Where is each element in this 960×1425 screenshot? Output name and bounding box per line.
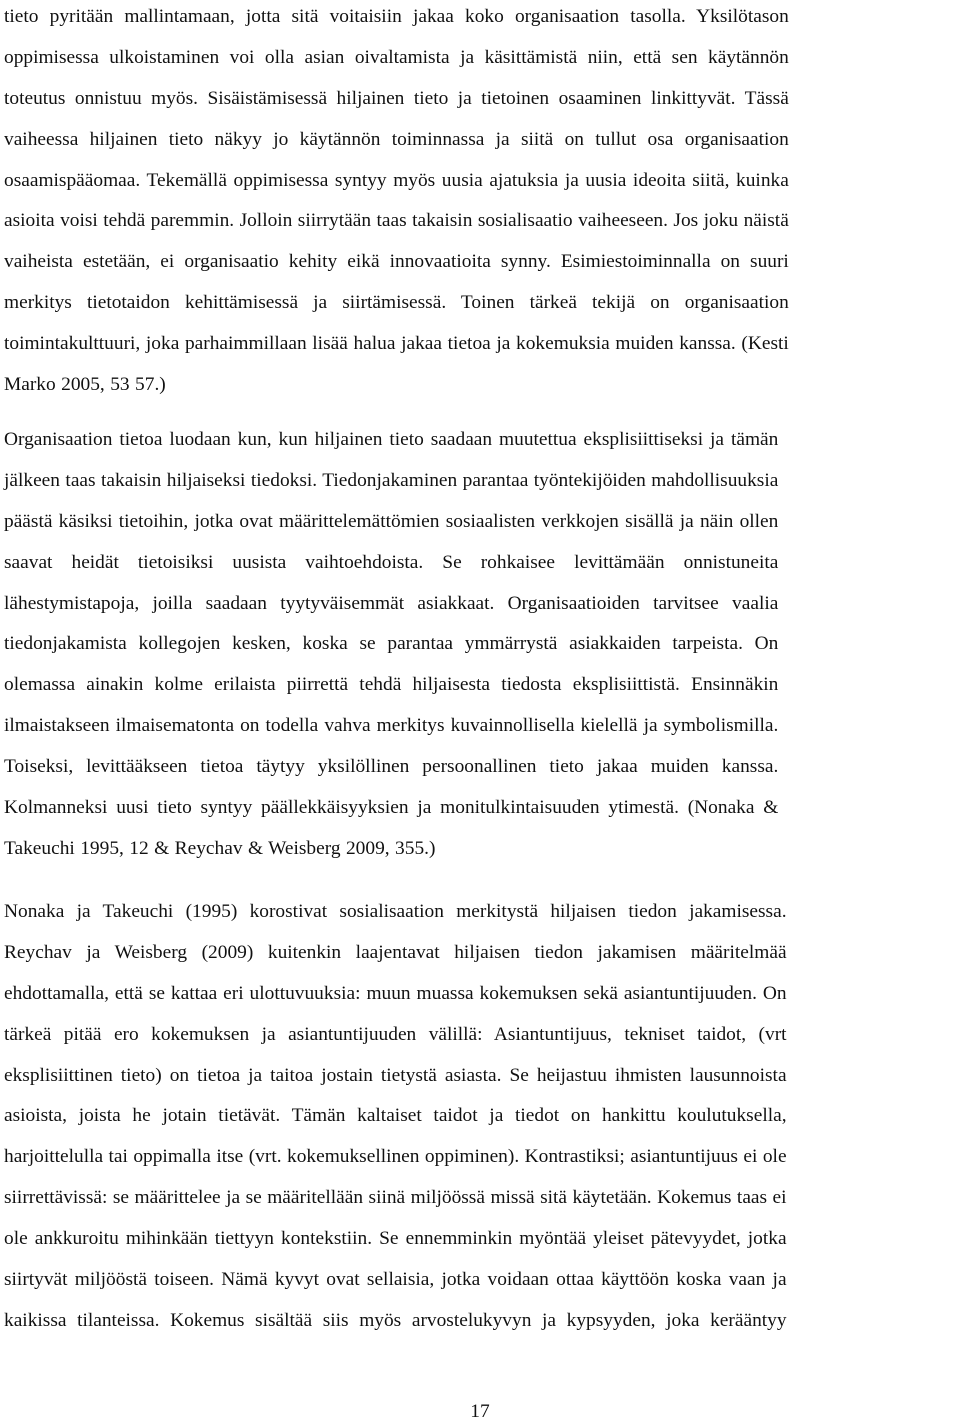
text-line: Reychav ja Weisberg (2009) kuitenkin laajentavat hiljaisen tiedon jakamisen määritelmää [4,941,787,963]
text-line: Marko 2005, 53 57.) [4,374,166,396]
text-line: tieto pyritään mallintamaan, jotta sitä voitaisiin jakaa koko organisaation tasolla. Yksilötason [4,6,789,27]
text-line: eksplisiittinen tieto) on tietoa ja taitoa jostain tietystä asiasta. Se heijastuu ihmisten lausunnoista [4,1064,787,1086]
text-line: ole ankkuroitu mihinkään tiettyyn kontekstiin. Se ennemminkin myöntää yleiset pätevyydet, jotka [4,1228,787,1250]
text-line: ilmaistakseen ilmaisematonta on todella vahva merkitys kuvainnollisella kielellä ja symbolismilla. [4,715,779,737]
paragraph-3 [4,892,787,1342]
text-line: ehdottamalla, että se kattaa eri ulottuvuuksia: muun muassa kokemuksen sekä asiantuntijuuden. On [4,982,787,1004]
text-line: olemassa ainakin kolme erilaista piirrettä tehdä hiljaisesta tiedosta eksplisiittistä. Ensinnäkin [4,674,779,696]
text-line: vaiheista estetään, ei organisaatio kehity eikä innovaatioita synny. Esimiestoiminnalla on suuri [4,251,789,273]
text-line: harjoittelulla tai oppimalla itse (vrt. kokemuksellinen oppiminen). Kontrastiksi; asiantuntijuus ei ole [4,1146,787,1168]
text-line: merkitys tietotaidon kehittämisessä ja siirtämisessä. Toinen tärkeä tekijä on organisaation [4,292,789,314]
text-line: siirrettävissä: se määrittelee ja se määritellään siinä miljöössä missä sitä käytetään. Kokemus taas ei [4,1187,787,1209]
paragraph-2 [4,420,778,870]
page-number: 17 [470,1401,490,1422]
text-line: asioita voisi tehdä paremmin. Jolloin siirrytään taas takaisin sosialisaatio vaiheeseen. Jos joku näistä [4,210,789,232]
text-line: kaikissa tilanteissa. Kokemus sisältää siis myös arvostelukyvyn ja kypsyyden, joka kerääntyy [4,1309,787,1331]
text-line: Takeuchi 1995, 12 & Reychav & Weisberg 2009, 355.) [4,837,436,859]
paragraph-1 [4,0,789,406]
text-line: päästä käsiksi tietoihin, jotka ovat määrittelemättömien sosiaalisten verkkojen sisällä ja näin ollen [4,510,779,532]
text-line: Nonaka ja Takeuchi (1995) korostivat sosialisaation merkitystä hiljaisen tiedon jakamisessa. [4,901,787,922]
text-line: osaamispääomaa. Tekemällä oppimisessa syntyy myös uusia ajatuksia ja uusia ideoita siitä, kuinka [4,169,789,191]
text-line: asioista, joista he jotain tietävät. Tämän kaltaiset taidot ja tiedot on hankittu koulutuksella, [4,1105,787,1127]
text-line: toimintakulttuuri, joka parhaimmillaan lisää halua jakaa tietoa ja kokemuksia muiden kanssa. (Kesti [4,333,789,355]
text-line: tärkeä pitää ero kokemuksen ja asiantuntijuuden välillä: Asiantuntijuus, tekniset taidot, (vrt [4,1023,787,1045]
text-line: oppimisessa ulkoistaminen voi olla asian oivaltamista ja käsittämistä niin, että sen käytännön [4,46,789,68]
text-line: Kolmanneksi uusi tieto syntyy päällekkäisyyksien ja monitulkintaisuuden ytimestä. (Nonaka & [4,797,779,819]
text-line: lähestymistapoja, joilla saadaan tyytyväisemmät asiakkaat. Organisaatioiden tarvitsee vaalia [4,592,779,614]
text-line: saavat heidät tietoisiksi uusista vaihtoehdoista. Se rohkaisee levittämään onnistuneita [4,551,779,573]
text-line: vaiheessa hiljainen tieto näkyy jo käytännön toiminnassa ja siitä on tullut osa organisaation [4,128,789,150]
text-line: Organisaation tietoa luodaan kun, kun hiljainen tieto saadaan muutettua eksplisiittiseksi ja tämän [4,429,779,450]
text-line: jälkeen taas takaisin hiljaiseksi tiedoksi. Tiedonjakaminen parantaa työntekijöiden mahdollisuuksia [4,469,779,491]
text-line: toteutus onnistuu myös. Sisäistämisessä hiljainen tieto ja tietoinen osaaminen linkittyvät. Tässä [4,87,789,109]
text-line: siirtyvät miljööstä toiseen. Nämä kyvyt ovat sellaisia, jotka voidaan ottaa käyttöön koska vaan ja [4,1269,787,1291]
text-line: Toiseksi, levittääkseen tietoa täytyy yksilöllinen persoonallinen tieto jakaa muiden kanssa. [4,756,779,778]
text-line: tiedonjakamista kollegojen kesken, koska se parantaa ymmärrystä asiakkaiden tarpeista. On [4,633,779,655]
